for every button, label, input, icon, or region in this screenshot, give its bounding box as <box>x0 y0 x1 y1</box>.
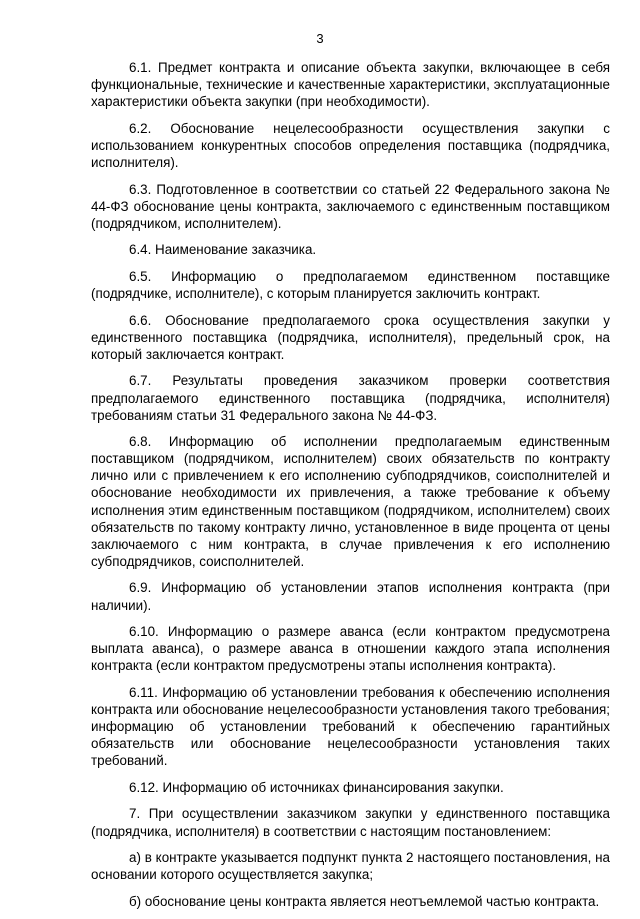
paragraph-6-2: 6.2. Обоснование нецелесообразности осуществления закупки с использованием конкурентных способов определения поставщика (подрядчика, исполнителя). <box>91 120 610 170</box>
paragraph-7-b: б) обоснование цены контракта является неотъемлемой частью контракта. <box>129 893 600 909</box>
paragraph-7-a: а) в контракте указывается подпункт пункта 2 настоящего постановления, на основании которого осуществляется закупка; <box>91 850 610 883</box>
paragraph-6-11: 6.11. Информацию об установлении требования к обеспечению исполнения контракта или обоснование нецелесообразности установления такого требования; информацию об установлении требований к обеспечению гарантийных обязательств или обоснование нецелесообразности установления таких требований. <box>91 684 610 769</box>
paragraph-6-5: 6.5. Информацию о предполагаемом единственном поставщике (подрядчике, исполнителе), с которым планируется заключить контракт. <box>91 268 610 302</box>
document-body <box>91 59 610 919</box>
paragraph-7: 7. При осуществлении заказчиком закупки у единственного поставщика (подрядчика, исполнителя) в соответствии с настоящим постановлением: <box>91 806 610 839</box>
paragraph-6-8: 6.8. Информацию об исполнении предполагаемым единственным поставщиком (подрядчиком, исполнителем) своих обязательств по контракту лично или с привлечением к его исполнению субподрядчиков, соисполнителей и обоснование необходимости их привлечения, а также требование к объему исполнения этим единственным поставщиком (подрядчиком, исполнителем) своих обязательств по такому контракту лично, установленное в виде процента от цены заключаемого с ним контракта, в случае привлечения к его исполнению субподрядчиков, соисполнителей. <box>91 434 610 569</box>
page-number: 3 <box>316 31 324 46</box>
paragraph-6-1: 6.1. Предмет контракта и описание объекта закупки, включающее в себя функциональные, технические и качественные характеристики, эксплуатационные характеристики объекта закупки (при необходимости). <box>91 60 610 110</box>
paragraph-6-6: 6.6. Обоснование предполагаемого срока осуществления закупки у единственного поставщика (подрядчика, исполнителя), предельный срок, на который заключается контракт. <box>91 312 610 362</box>
paragraph-6-7: 6.7. Результаты проведения заказчиком проверки соответствия предполагаемого единственного поставщика (подрядчика, исполнителя) требованиям статьи 31 Федерального закона № 44-ФЗ. <box>91 373 610 423</box>
paragraph-6-3: 6.3. Подготовленное в соответствии со статьей 22 Федерального закона № 44-ФЗ обоснование цены контракта, заключаемого с единственным поставщиком (подрядчиком, исполнителем). <box>91 181 610 231</box>
paragraph-6-12: 6.12. Информацию об источниках финансирования закупки. <box>129 779 504 795</box>
paragraph-6-9: 6.9. Информацию об установлении этапов исполнения контракта (при наличии). <box>91 580 610 613</box>
paragraph-6-10: 6.10. Информацию о размере аванса (если контрактом предусмотрена выплата аванса), о размере аванса в отношении каждого этапа исполнения контракта (если контрактом предусмотрены этапы исполнения контракта). <box>91 624 610 674</box>
paragraph-6-4: 6.4. Наименование заказчика. <box>129 242 317 258</box>
